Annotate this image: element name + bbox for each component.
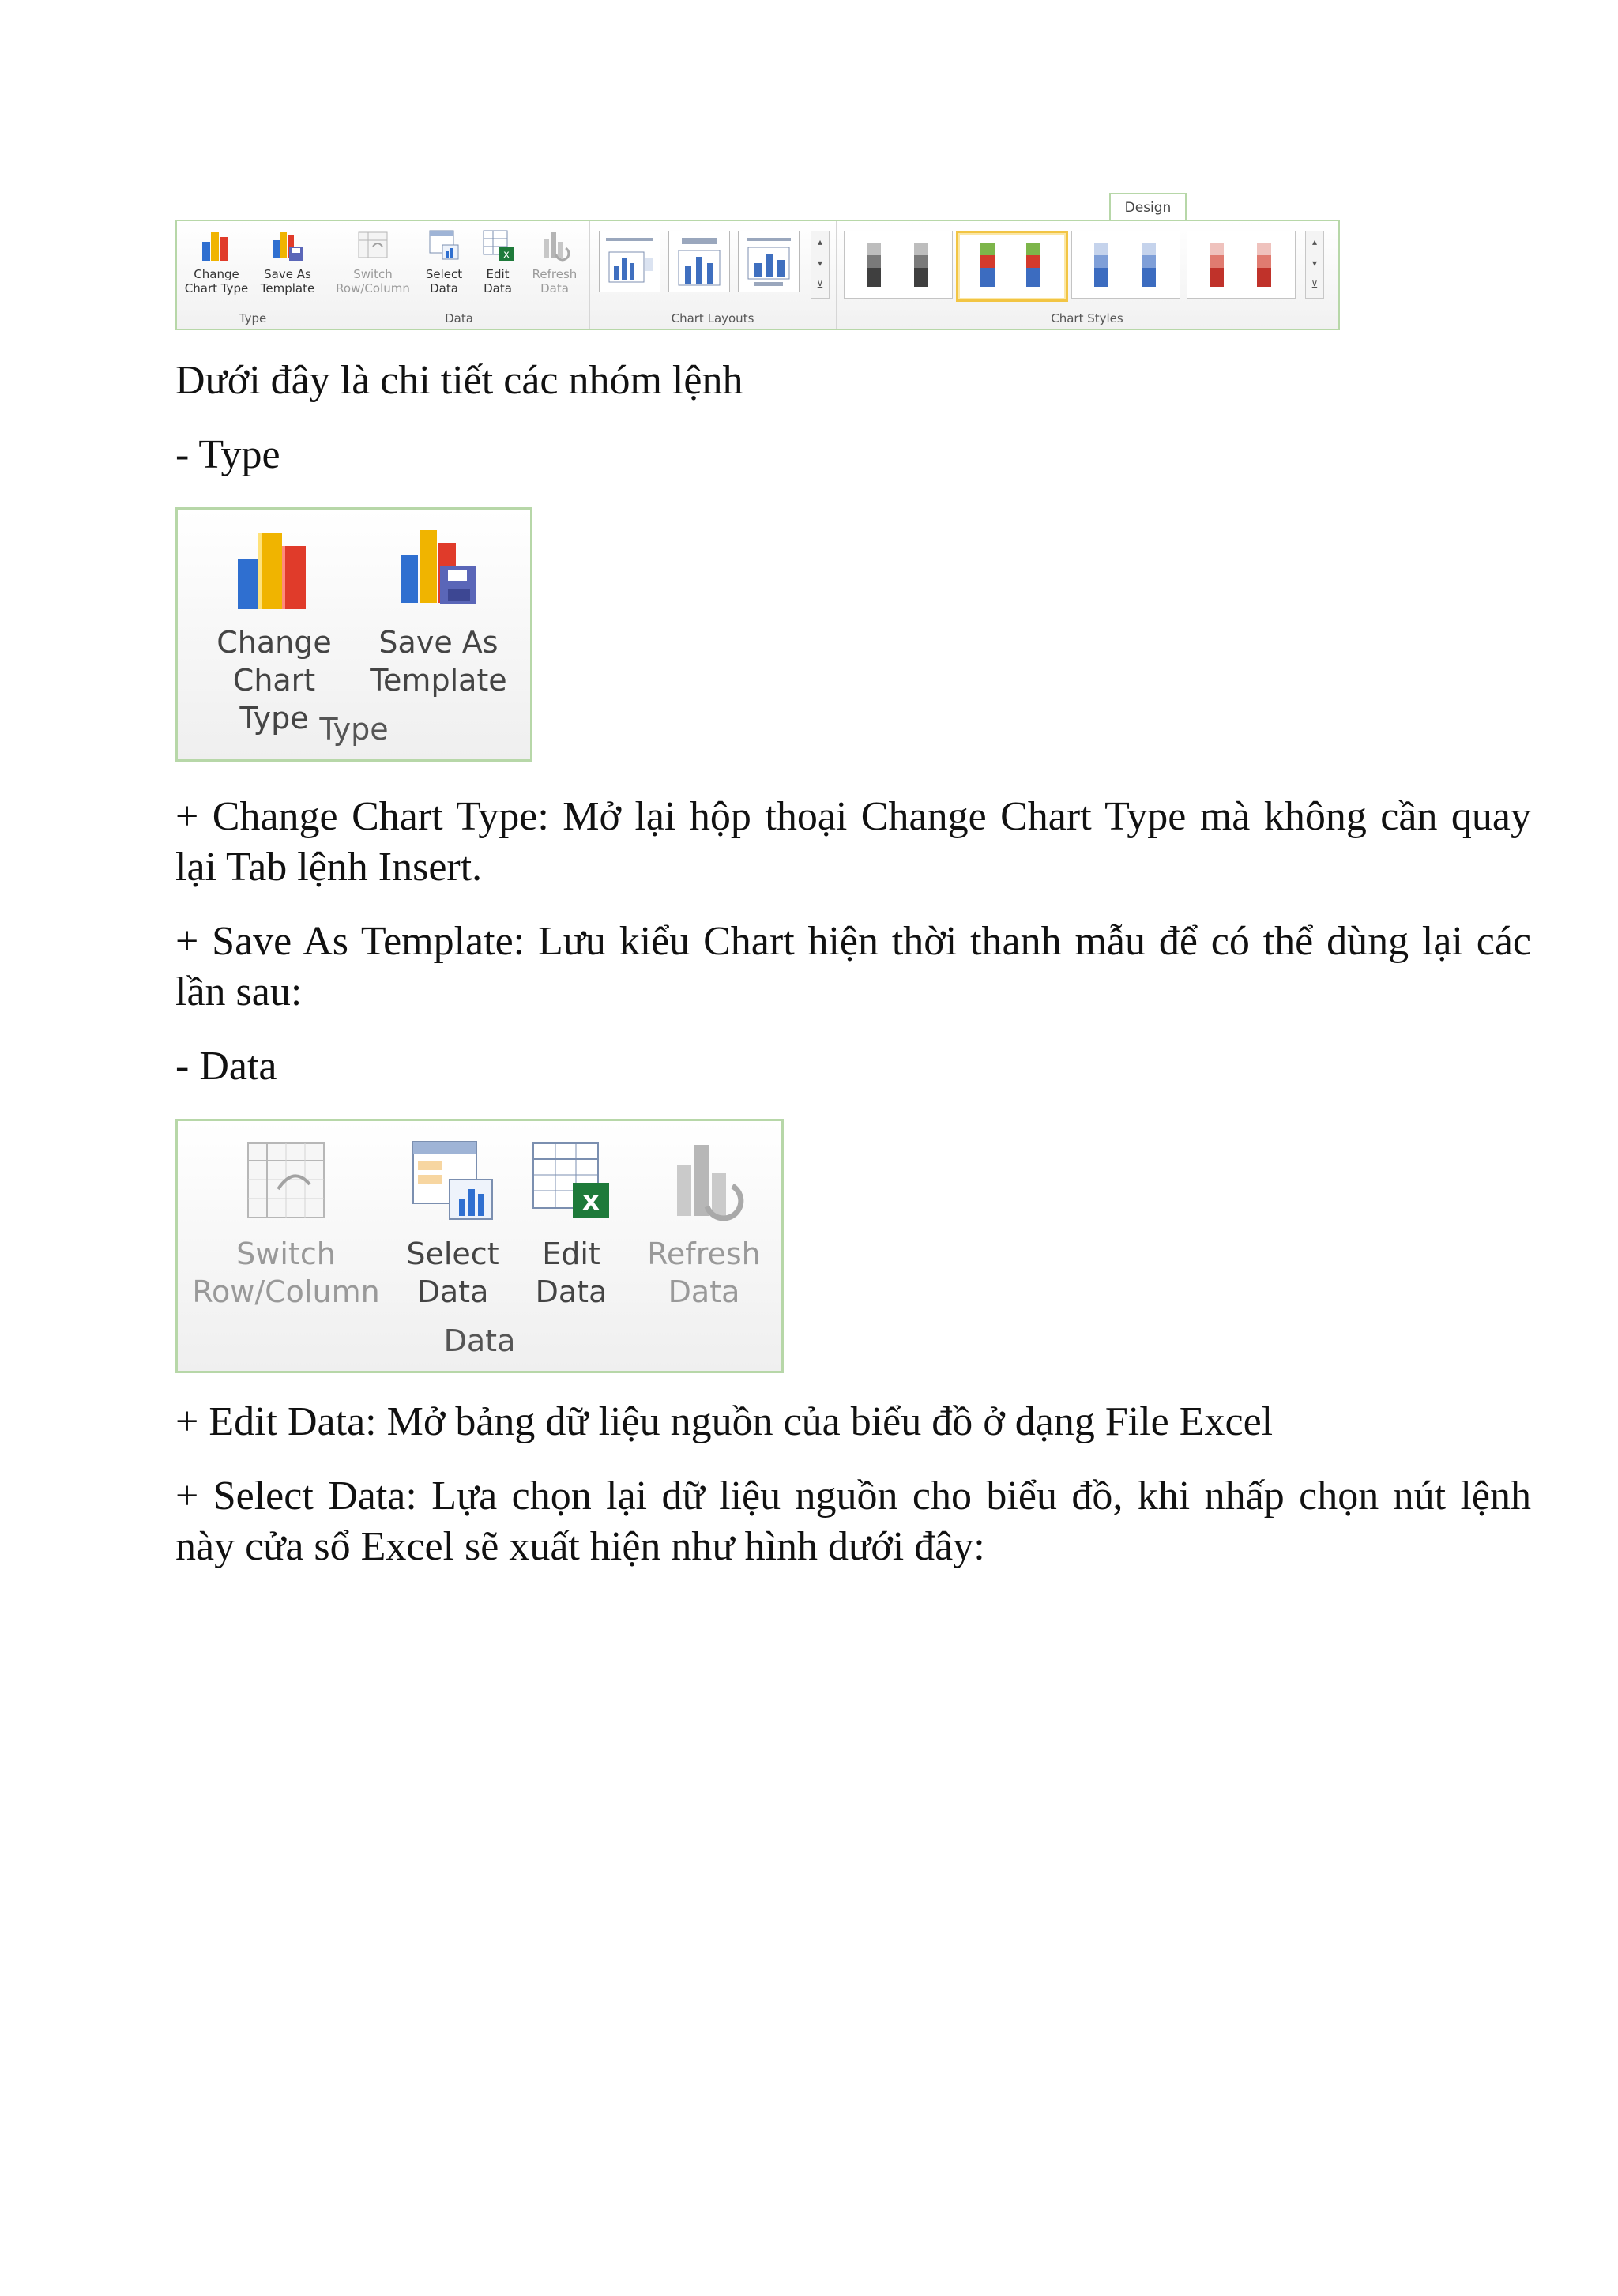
edit-data-description: + Edit Data: Mở bảng dữ liệu nguồn của biểu đồ ở dạng File Excel bbox=[175, 1399, 1274, 1444]
refresh-chart-icon bbox=[537, 228, 572, 262]
save-as-template-label-2: Template bbox=[260, 281, 315, 295]
more-styles-icon[interactable]: ⊻ bbox=[1311, 279, 1319, 290]
select-data-icon bbox=[405, 1134, 500, 1225]
intro-paragraph: Dưới đây là chi tiết các nhóm lệnh bbox=[175, 358, 743, 403]
data-heading: - Data bbox=[175, 1044, 277, 1089]
excel-table-icon bbox=[480, 228, 515, 262]
scroll-up-icon[interactable]: ▴ bbox=[817, 236, 823, 247]
ribbon-group-label-type: Type bbox=[239, 311, 267, 326]
chart-style-option-4[interactable] bbox=[1187, 231, 1296, 299]
edit-data-large-label-1: Edit bbox=[542, 1236, 600, 1271]
svg-text:x: x bbox=[582, 1185, 600, 1217]
chart-styles-scroll[interactable] bbox=[1305, 231, 1324, 299]
data-group-panel bbox=[175, 1119, 784, 1373]
select-data-icon bbox=[427, 228, 461, 262]
switch-row-column-label-1: Switch bbox=[353, 267, 393, 281]
select-data-large-label-2: Data bbox=[416, 1274, 489, 1309]
save-as-template-label-1: Save As bbox=[264, 267, 311, 281]
style-1-thumbnail-icon bbox=[845, 231, 952, 298]
chart-layout-option-3[interactable] bbox=[738, 231, 800, 292]
edit-data-large-label-2: Data bbox=[535, 1274, 608, 1309]
refresh-chart-icon bbox=[657, 1134, 751, 1225]
design-tab[interactable]: Design bbox=[1109, 193, 1187, 221]
refresh-data-label-2: Data bbox=[540, 281, 569, 295]
change-chart-type-button[interactable] bbox=[182, 228, 251, 295]
type-group-panel bbox=[175, 507, 532, 762]
chart-style-option-3[interactable] bbox=[1071, 231, 1180, 299]
change-chart-type-label-2: Chart Type bbox=[184, 281, 249, 295]
chart-floppy-icon bbox=[391, 522, 486, 614]
refresh-data-large-label-1: Refresh bbox=[647, 1236, 761, 1271]
more-layouts-icon[interactable]: ⊻ bbox=[816, 279, 824, 290]
scroll-up-icon[interactable]: ▴ bbox=[1311, 236, 1318, 247]
save-as-template-large-label-1: Save As bbox=[378, 625, 499, 660]
scroll-down-icon[interactable]: ▾ bbox=[1311, 258, 1318, 269]
data-group-label: Data bbox=[443, 1323, 516, 1358]
refresh-data-button-large[interactable] bbox=[634, 1134, 773, 1311]
switch-row-column-label-2: Row/Column bbox=[336, 281, 410, 295]
chart-layouts-scroll[interactable] bbox=[811, 231, 830, 299]
chart-layout-option-1[interactable] bbox=[599, 231, 660, 292]
column-chart-icon bbox=[199, 228, 234, 262]
change-chart-type-large-label-2: Chart Type bbox=[232, 663, 316, 736]
svg-text:x: x bbox=[503, 249, 510, 261]
refresh-data-button[interactable] bbox=[525, 228, 585, 295]
save-as-template-large-label-2: Template bbox=[370, 663, 507, 698]
edit-data-label-2: Data bbox=[484, 281, 512, 295]
ribbon-group-label-chart-layouts: Chart Layouts bbox=[671, 311, 754, 326]
select-data-button-large[interactable] bbox=[399, 1134, 506, 1311]
switch-row-column-large-label-1: Switch bbox=[236, 1236, 336, 1271]
select-data-label-2: Data bbox=[430, 281, 458, 295]
scroll-down-icon[interactable]: ▾ bbox=[817, 258, 823, 269]
chart-style-option-1[interactable] bbox=[844, 231, 953, 299]
switch-row-column-button-large[interactable] bbox=[186, 1134, 386, 1311]
chart-floppy-icon bbox=[270, 228, 305, 262]
chart-layout-option-2[interactable] bbox=[668, 231, 730, 292]
chart-style-option-2[interactable] bbox=[956, 231, 1068, 302]
type-heading: - Type bbox=[175, 432, 280, 477]
switch-row-column-button[interactable] bbox=[330, 228, 416, 295]
ribbon-group-chart-styles bbox=[836, 221, 1338, 329]
switch-table-icon bbox=[356, 228, 390, 262]
ribbon-group-label-data: Data bbox=[445, 311, 473, 326]
style-3-thumbnail-icon bbox=[1072, 231, 1180, 298]
chart-tools-ribbon bbox=[175, 220, 1340, 330]
select-data-large-label-1: Select bbox=[406, 1236, 499, 1271]
save-as-template-description: + Save As Template: Lưu kiểu Chart hiện thời thanh mẫu để có thể dùng lại các lần sau: bbox=[175, 919, 1531, 1014]
type-group-label: Type bbox=[319, 712, 389, 747]
select-data-button[interactable] bbox=[417, 228, 471, 295]
refresh-data-label-1: Refresh bbox=[532, 267, 578, 281]
ribbon-group-label-chart-styles: Chart Styles bbox=[1051, 311, 1123, 326]
ribbon-group-data bbox=[329, 221, 590, 329]
change-chart-type-large-label-1: Change bbox=[216, 625, 332, 660]
layout-2-thumbnail-icon bbox=[669, 231, 729, 292]
change-chart-type-label-1: Change bbox=[194, 267, 239, 281]
save-as-template-button-large[interactable] bbox=[358, 522, 519, 699]
switch-row-column-large-label-2: Row/Column bbox=[192, 1274, 380, 1309]
style-4-thumbnail-icon bbox=[1187, 231, 1295, 298]
excel-table-icon bbox=[524, 1134, 619, 1225]
select-data-label-1: Select bbox=[425, 267, 463, 281]
ribbon-group-chart-layouts bbox=[589, 221, 837, 329]
switch-table-icon bbox=[239, 1134, 333, 1225]
edit-data-button-large[interactable] bbox=[517, 1134, 625, 1311]
change-chart-type-description: + Change Chart Type: Mở lại hộp thoại Change Chart Type mà không cần quay lại Tab lệnh Insert. bbox=[175, 794, 1531, 890]
layout-1-thumbnail-icon bbox=[600, 231, 660, 292]
edit-data-button[interactable] bbox=[472, 228, 523, 295]
change-chart-type-button-large[interactable] bbox=[195, 522, 353, 737]
edit-data-label-1: Edit bbox=[486, 267, 510, 281]
column-chart-icon bbox=[227, 522, 322, 614]
layout-3-thumbnail-icon bbox=[739, 231, 799, 292]
ribbon-group-type bbox=[177, 221, 329, 329]
style-2-thumbnail-icon bbox=[958, 233, 1061, 295]
refresh-data-large-label-2: Data bbox=[668, 1274, 740, 1309]
select-data-description: + Select Data: Lựa chọn lại dữ liệu nguồn cho biểu đồ, khi nhấp chọn nút lệnh này cửa sổ Excel sẽ xuất hiện như hình dưới đây: bbox=[175, 1474, 1531, 1569]
save-as-template-button[interactable] bbox=[253, 228, 322, 295]
